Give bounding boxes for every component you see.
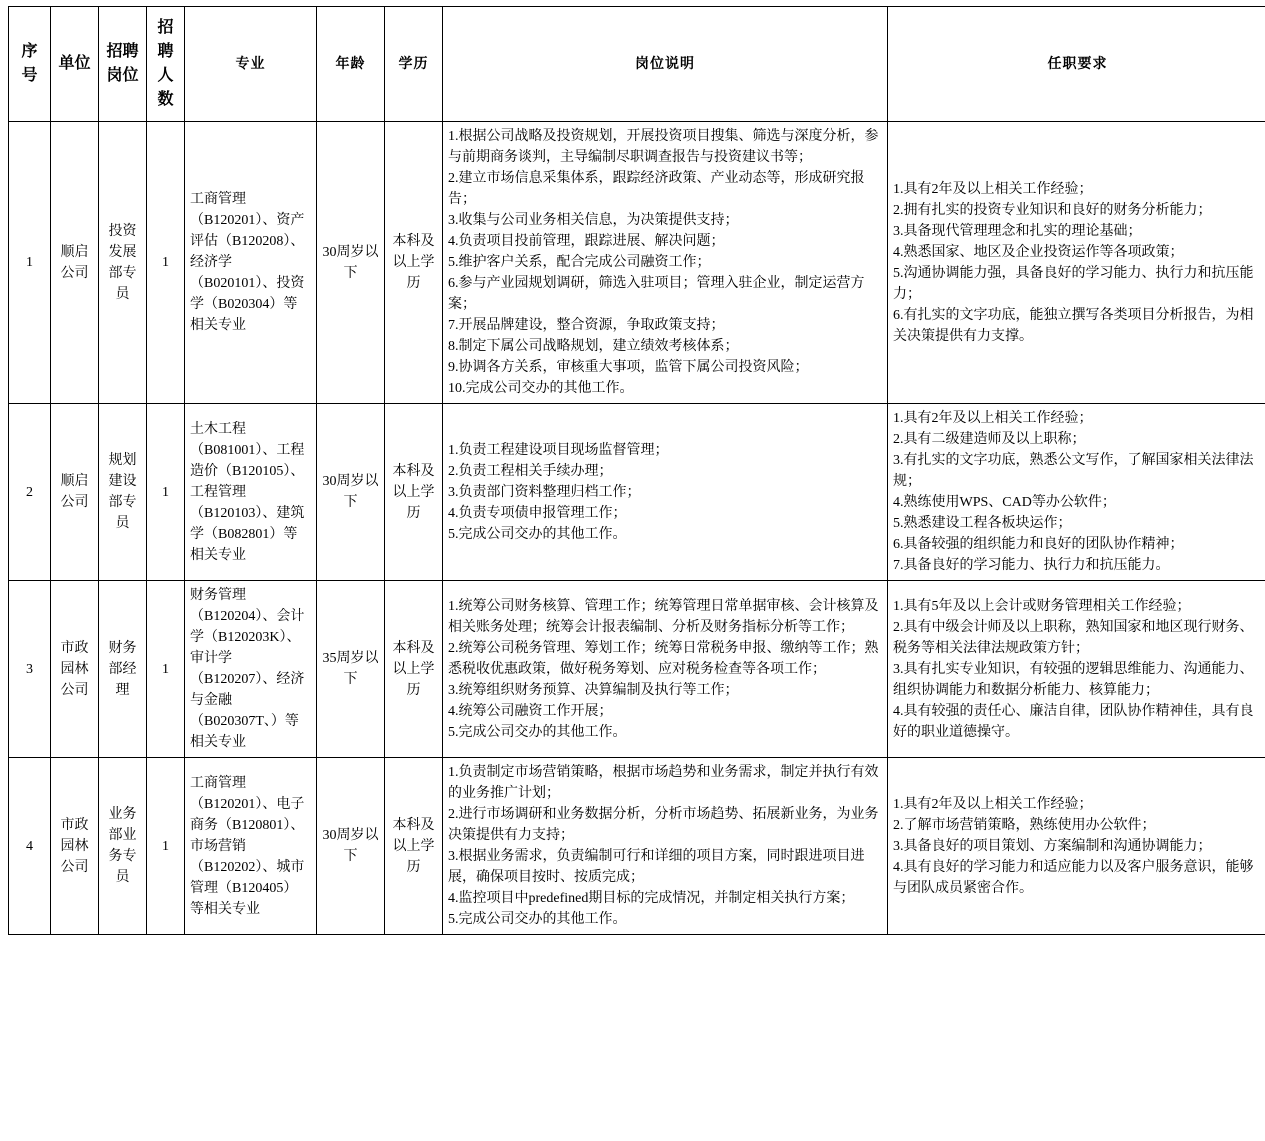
cell-seq: 1 [9,122,51,404]
list-item: 2.拥有扎实的投资专业知识和良好的财务分析能力； [893,202,1212,218]
list-item: 2.具有中级会计师及以上职称，熟知国家和地区现行财务、税务等相关法律法规政策方针； [893,619,1254,656]
list-item: 4.统筹公司融资工作开展； [448,703,613,719]
list-item: 2.建立市场信息采集体系，跟踪经济政策、产业动态等，形成研究报告； [448,171,865,207]
list-item: 6.具备较强的组织能力和良好的团队协作精神； [893,537,1184,552]
cell-requirements [888,404,1265,581]
cell-unit: 市政园林公司 [51,758,99,935]
list-item: 2.具有二级建造师及以上职称； [893,432,1086,447]
header-seq: 序号 [9,7,51,122]
cell-major: 土木工程（B081001）、工程造价（B120105）、工程管理（B120103）、建筑学（B082801）等相关专业 [185,404,317,581]
list-item: 1.具有2年及以上相关工作经验； [893,181,1093,197]
header-requirements: 任职要求 [888,7,1265,122]
cell-education: 本科及以上学历 [385,122,443,404]
header-count: 招聘人数 [147,7,185,122]
header-major: 专业 [185,7,317,122]
list-item: 10.完成公司交办的其他工作。 [448,381,634,396]
table-body [9,122,1265,935]
list-item: 5.维护客户关系，配合完成公司融资工作； [448,255,711,270]
list-item: 5.完成公司交办的其他工作。 [448,912,627,927]
header-education: 学历 [385,7,443,122]
cell-post: 规划建设部专员 [99,404,147,581]
cell-post: 投资发展部专员 [99,122,147,404]
list-item: 3.负责部门资料整理归档工作； [448,484,641,500]
list-item: 2.进行市场调研和业务数据分析，分析市场趋势、拓展新业务，为业务决策提供有力支持； [448,807,879,843]
cell-age: 30周岁以下 [317,404,385,581]
list-item: 3.根据业务需求，负责编制可行和详细的项目方案，同时跟进项目进展，确保项目按时、按质完成； [448,849,865,885]
cell-unit: 顺启公司 [51,404,99,581]
cell-major: 工商管理（B120201）、资产评估（B120208）、经济学（B020101）、投资学（B020304）等相关专业 [185,122,317,404]
cell-major: 工商管理（B120201）、电子商务（B120801）、市场营销（B120202）、城市管理（B120405）等相关专业 [185,758,317,935]
table-row [9,404,1265,581]
cell-age: 30周岁以下 [317,758,385,935]
cell-education: 本科及以上学历 [385,758,443,935]
list-item: 1.具有5年及以上会计或财务管理相关工作经验； [893,598,1191,614]
list-item: 7.具备良好的学习能力、执行力和抗压能力。 [893,558,1170,573]
cell-count: 1 [147,758,185,935]
cell-requirements [888,758,1265,935]
table-header-row [9,7,1265,122]
list-item: 5.完成公司交办的其他工作。 [448,724,627,740]
list-item: 2.统筹公司税务管理、筹划工作；统筹日常税务申报、缴纳等工作；熟悉税收优惠政策，做好税务筹划、应对税务检查等各项工作； [448,640,879,677]
cell-count: 1 [147,581,185,758]
header-duties: 岗位说明 [443,7,888,122]
cell-education: 本科及以上学历 [385,581,443,758]
list-item: 3.有扎实的文字功底，熟悉公文写作，了解国家相关法律法规； [893,453,1254,489]
cell-duties [443,404,888,581]
list-item: 7.开展品牌建设，整合资源，争取政策支持； [448,318,725,333]
cell-age: 35周岁以下 [317,581,385,758]
list-item: 3.收集与公司业务相关信息，为决策提供支持； [448,213,739,228]
cell-duties [443,758,888,935]
header-post: 招聘岗位 [99,7,147,122]
cell-post: 财务部经理 [99,581,147,758]
list-item: 3.具备良好的项目策划、方案编制和沟通协调能力； [893,838,1212,854]
cell-seq: 2 [9,404,51,581]
header-age: 年龄 [317,7,385,122]
cell-seq: 4 [9,758,51,935]
list-item: 3.统筹组织财务预算、决算编制及执行等工作； [448,682,739,698]
table-row [9,122,1265,404]
list-item: 2.负责工程相关手续办理； [448,463,613,479]
list-item: 6.有扎实的文字功底，能独立撰写各类项目分析报告，为相关决策提供有力支撑。 [893,307,1254,344]
cell-requirements [888,122,1265,404]
cell-seq: 3 [9,581,51,758]
cell-count: 1 [147,404,185,581]
list-item: 4.负责项目投前管理，跟踪进展、解决问题； [448,234,725,249]
list-item: 5.完成公司交办的其他工作。 [448,526,627,542]
list-item: 4.熟练使用WPS、CAD等办公软件； [893,495,1116,510]
list-item: 1.根据公司战略及投资规划，开展投资项目搜集、筛选与深度分析，参与前期商务谈判，主导编制尽职调查报告与投资建议书等； [448,129,879,165]
list-item: 5.熟悉建设工程各板块运作； [893,516,1072,531]
cell-requirements [888,581,1265,758]
cell-education: 本科及以上学历 [385,404,443,581]
list-item: 1.具有2年及以上相关工作经验； [893,796,1093,812]
list-item: 8.制定下属公司战略规划，建立绩效考核体系； [448,339,739,354]
list-item: 4.负责专项债申报管理工作； [448,505,627,521]
list-item: 3.具有扎实专业知识，有较强的逻辑思维能力、沟通能力、组织协调能力和数据分析能力、核算能力； [893,661,1254,698]
cell-duties [443,122,888,404]
list-item: 9.协调各方关系，审核重大事项，监管下属公司投资风险； [448,360,809,375]
list-item: 1.统筹公司财务核算、管理工作；统筹管理日常单据审核、会计核算及相关账务处理；统筹会计报表编制、分析及财务指标分析等工作； [448,598,879,635]
list-item: 2.了解市场营销策略，熟练使用办公软件； [893,817,1156,833]
cell-post: 业务部业务专员 [99,758,147,935]
cell-major: 财务管理（B120204）、会计学（B120203K）、审计学（B120207）、经济与金融（B020307T、）等相关专业 [185,581,317,758]
list-item: 4.熟悉国家、地区及企业投资运作等各项政策； [893,244,1184,260]
cell-age: 30周岁以下 [317,122,385,404]
cell-duties [443,581,888,758]
cell-unit: 市政园林公司 [51,581,99,758]
cell-unit: 顺启公司 [51,122,99,404]
table-row [9,581,1265,758]
list-item: 5.沟通协调能力强，具备良好的学习能力、执行力和抗压能力； [893,265,1254,302]
list-item: 6.参与产业园规划调研，筛选入驻项目；管理入驻企业，制定运营方案； [448,276,865,312]
list-item: 4.监控项目中predefined期目标的完成情况，并制定相关执行方案； [448,891,855,906]
list-item: 4.具有良好的学习能力和适应能力以及客户服务意识，能够与团队成员紧密合作。 [893,859,1254,896]
table-row [9,758,1265,935]
list-item: 1.负责工程建设项目现场监督管理； [448,442,669,458]
list-item: 1.具有2年及以上相关工作经验； [893,411,1093,426]
list-item: 3.具备现代管理理念和扎实的理论基础； [893,223,1142,239]
recruitment-table [8,6,1265,935]
list-item: 1.负责制定市场营销策略，根据市场趋势和业务需求，制定并执行有效的业务推广计划； [448,765,879,801]
header-unit: 单位 [51,7,99,122]
cell-count: 1 [147,122,185,404]
list-item: 4.具有较强的责任心、廉洁自律，团队协作精神佳，具有良好的职业道德操守。 [893,703,1254,740]
